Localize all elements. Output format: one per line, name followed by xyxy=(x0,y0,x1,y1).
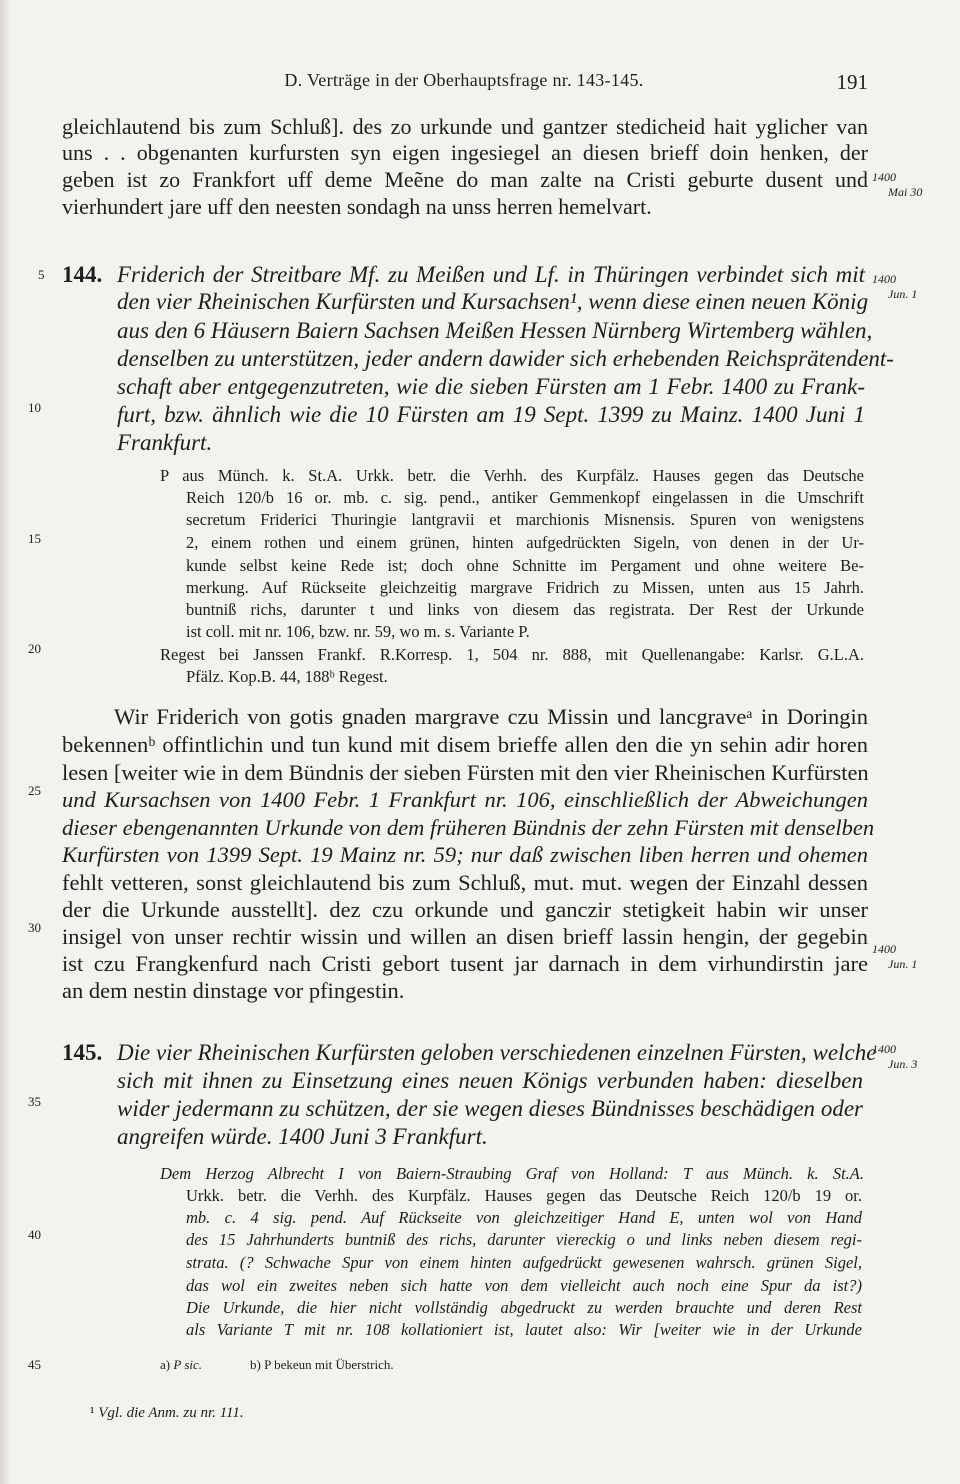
margin-date xyxy=(872,272,917,302)
footnote-1 xyxy=(90,1405,244,1422)
heading-line: schaft aber entgegenzutreten, wie die sieben Fürsten am 1 Febr. 1400 zu Frank- xyxy=(117,374,865,399)
source-line: Reich 120/b 16 or. mb. c. sig. pend., antiker Gemmenkopf eingelassen in die Umschrift xyxy=(186,488,864,507)
running-head xyxy=(60,70,868,100)
scan-shadow xyxy=(0,0,10,1484)
heading-line: Friderich der Streitbare Mf. zu Meißen und Lf. in Thüringen verbindet sich mit xyxy=(117,262,865,287)
heading-line: sich mit ihnen zu Einsetzung eines neuen Königs verbunden haben: dieselben xyxy=(117,1068,863,1093)
text-line: Kurfürsten von 1399 Sept. 19 Mainz nr. 59; nur daß zwischen liben herren und ohemen xyxy=(62,842,868,867)
source-line: secretum Friderici Thuringie lantgravii et marchionis Misnensis. Spuren von wenigstens xyxy=(186,510,864,529)
text-line: ist czu Frangkenfurd nach Cristi gebort tusent jar darnach in dem virhundirstin jare xyxy=(62,951,868,976)
footnote-mark: b) xyxy=(250,1357,261,1372)
footnote-a xyxy=(160,1357,202,1373)
heading-line: wider jedermann zu schützen, der sie wegen dieses Bündnisses beschädigen oder xyxy=(117,1096,863,1121)
margin-day: Jun. 3 xyxy=(888,1057,918,1071)
source-line: strata. (? Schwache Spur von einem hinten aufgedrückt gewesenen wahrsch. grünen Sigel, xyxy=(186,1253,862,1272)
line-number: 10 xyxy=(28,400,41,415)
line-number: 25 xyxy=(28,783,41,798)
source-line: Regest bei Janssen Frankf. R.Korresp. 1, 504 nr. 888, mit Quellenangabe: Karlsr. G.L.A. xyxy=(160,645,864,664)
top-line: vierhundert jare uff den neesten sondagh na unss herren hemelvart. xyxy=(62,194,652,219)
source-line: ist coll. mit nr. 106, bzw. nr. 59, wo m. s. Variante P. xyxy=(186,622,530,641)
text-line: an dem nestin dinstage vor pfingestin. xyxy=(62,978,405,1003)
text-line: der die Urkunde ausstellt]. dez czu orkunde und ganczir stetigkeit habin wir unser xyxy=(62,897,868,922)
line-number: 45 xyxy=(28,1357,41,1372)
heading-line: Die vier Rheinischen Kurfürsten geloben verschiedenen einzelnen Fürsten, welche xyxy=(117,1040,877,1065)
source-line: Pfälz. Kop.B. 44, 188ᵇ Regest. xyxy=(186,667,388,686)
heading-line: angreifen würde. 1400 Juni 3 Frankfurt. xyxy=(117,1124,488,1149)
margin-date xyxy=(872,942,917,972)
line-number: 5 xyxy=(38,267,45,282)
heading-line: Frankfurt. xyxy=(117,430,213,455)
page-number: 191 xyxy=(836,70,868,94)
top-line: uns . . obgenanten kurfursten syn eigen ingesiegel an diesen brieff doin henken, der xyxy=(62,140,868,165)
text-line: und Kursachsen von 1400 Febr. 1 Frankfurt nr. 106, einschließlich der Abweichungen xyxy=(62,787,868,812)
source-line: merkung. Auf Rückseite gleichzeitig margrave Fridrich zu Missen, unten aus 15 Jahrh. xyxy=(186,578,864,597)
margin-year: 1400 xyxy=(872,942,896,956)
source-line: Urkk. betr. die Verhh. des Kurpfälz. Hauses gegen das Deutsche Reich 120/b 19 or. xyxy=(186,1186,862,1205)
source-line: P aus Münch. k. St.A. Urkk. betr. die Verhh. des Kurpfälz. Hauses gegen das Deutsche xyxy=(160,466,864,485)
line-number: 30 xyxy=(28,920,41,935)
source-line: Die Urkunde, die hier nicht vollständig abgedruckt zu werden brauchte und deren Rest xyxy=(186,1298,862,1317)
text-line: insigel von unser rechtir wissin und willen an disen brieff lassin hengin, der gegebin xyxy=(62,924,868,949)
doc-number: 144. xyxy=(62,262,103,287)
source-line: mb. c. 4 sig. pend. Auf Rückseite von gleichzeitiger Hand E, unten wol von Hand xyxy=(186,1208,862,1227)
heading-line: denselben zu unterstützen, jeder andern dawider sich erhebenden Reichsprätendent- xyxy=(117,346,894,371)
footnote-text: P sic. xyxy=(173,1357,203,1372)
source-line: kunde selbst keine Rede ist; doch ohne Schnitte im Pergament und ohne weitere Be- xyxy=(186,556,864,575)
margin-date xyxy=(872,170,922,200)
footnote-mark: a) xyxy=(160,1357,171,1372)
source-line: buntniß richs, darunter t und links von diesem das registrata. Der Rest der Urkunde xyxy=(186,600,864,619)
text-line: dieser ebengenannten Urkunde von dem früheren Bündnis der zehn Fürsten mit denselben xyxy=(62,815,875,840)
line-number: 15 xyxy=(28,531,41,546)
text-line: lesen [weiter wie in dem Bündnis der sieben Fürsten mit den vier Rheinischen Kurfürsten xyxy=(62,760,869,785)
margin-day: Mai 30 xyxy=(888,185,923,199)
line-number: 20 xyxy=(28,641,41,656)
margin-year: 1400 xyxy=(872,272,896,286)
margin-date xyxy=(872,1042,917,1072)
heading-line: furt, bzw. ähnlich wie die 10 Fürsten am 19 Sept. 1399 zu Mainz. 1400 Juni 1 xyxy=(117,402,865,427)
margin-year: 1400 xyxy=(872,1042,896,1056)
footnote-text: Vgl. die Anm. zu nr. 111. xyxy=(98,1405,244,1421)
top-line: geben ist zo Frankfort uff deme Meẽne do man zalte na Cristi geburte dusent und xyxy=(62,167,868,192)
footnote-mark: ¹ xyxy=(90,1405,95,1421)
top-line: gleichlautend bis zum Schluß]. des zo urkunde und gantzer stedicheid hait yglicher van xyxy=(62,114,868,139)
text-line: fehlt vetteren, sonst gleichlautend bis zum Schluß, mut. mut. wegen der Einzahl dessen xyxy=(62,870,868,895)
footnote-text: P bekeun mit Überstrich. xyxy=(264,1357,394,1372)
source-line: 2, einem rothen und einem grünen, hinten aufgedrückten Sigeln, von denen in der Ur- xyxy=(186,533,864,552)
running-head-title: D. Verträge in der Oberhauptsfrage nr. 143-145. xyxy=(284,70,644,90)
margin-day: Jun. 1 xyxy=(888,287,918,301)
heading-line: aus den 6 Häusern Baiern Sachsen Meißen Hessen Nürnberg Wirtemberg wählen, xyxy=(117,318,873,343)
footnote-b xyxy=(250,1357,394,1373)
source-line: das wol ein zweites neben sich hatte von dem vielleicht auch noch eine Spur da ist?) xyxy=(186,1276,862,1295)
source-line: als Variante T mit nr. 108 kollationiert ist, lautet also: Wir [weiter wie in der Urkunde xyxy=(186,1320,862,1339)
margin-year: 1400 xyxy=(872,170,896,184)
source-line: des 15 Jahrhunderts buntniß des richs, darunter viereckig o und links neben diesem regi- xyxy=(186,1230,862,1249)
line-number: 40 xyxy=(28,1227,41,1242)
text-line: bekennenᵇ offintlichin und tun kund mit disem brieffe allen den die yn sehin adir horen xyxy=(62,732,868,757)
line-number: 35 xyxy=(28,1094,41,1109)
source-line: Dem Herzog Albrecht I von Baiern-Straubing Graf von Holland: T aus Münch. k. St.A. xyxy=(160,1164,864,1183)
doc-number: 145. xyxy=(62,1040,103,1065)
text-line: Wir Friderich von gotis gnaden margrave czu Missin und lancgraveᵃ in Doringin xyxy=(114,704,868,729)
heading-line: den vier Rheinischen Kurfürsten und Kursachsen¹, wenn diese einen neuen König xyxy=(117,289,869,314)
margin-day: Jun. 1 xyxy=(888,957,918,971)
